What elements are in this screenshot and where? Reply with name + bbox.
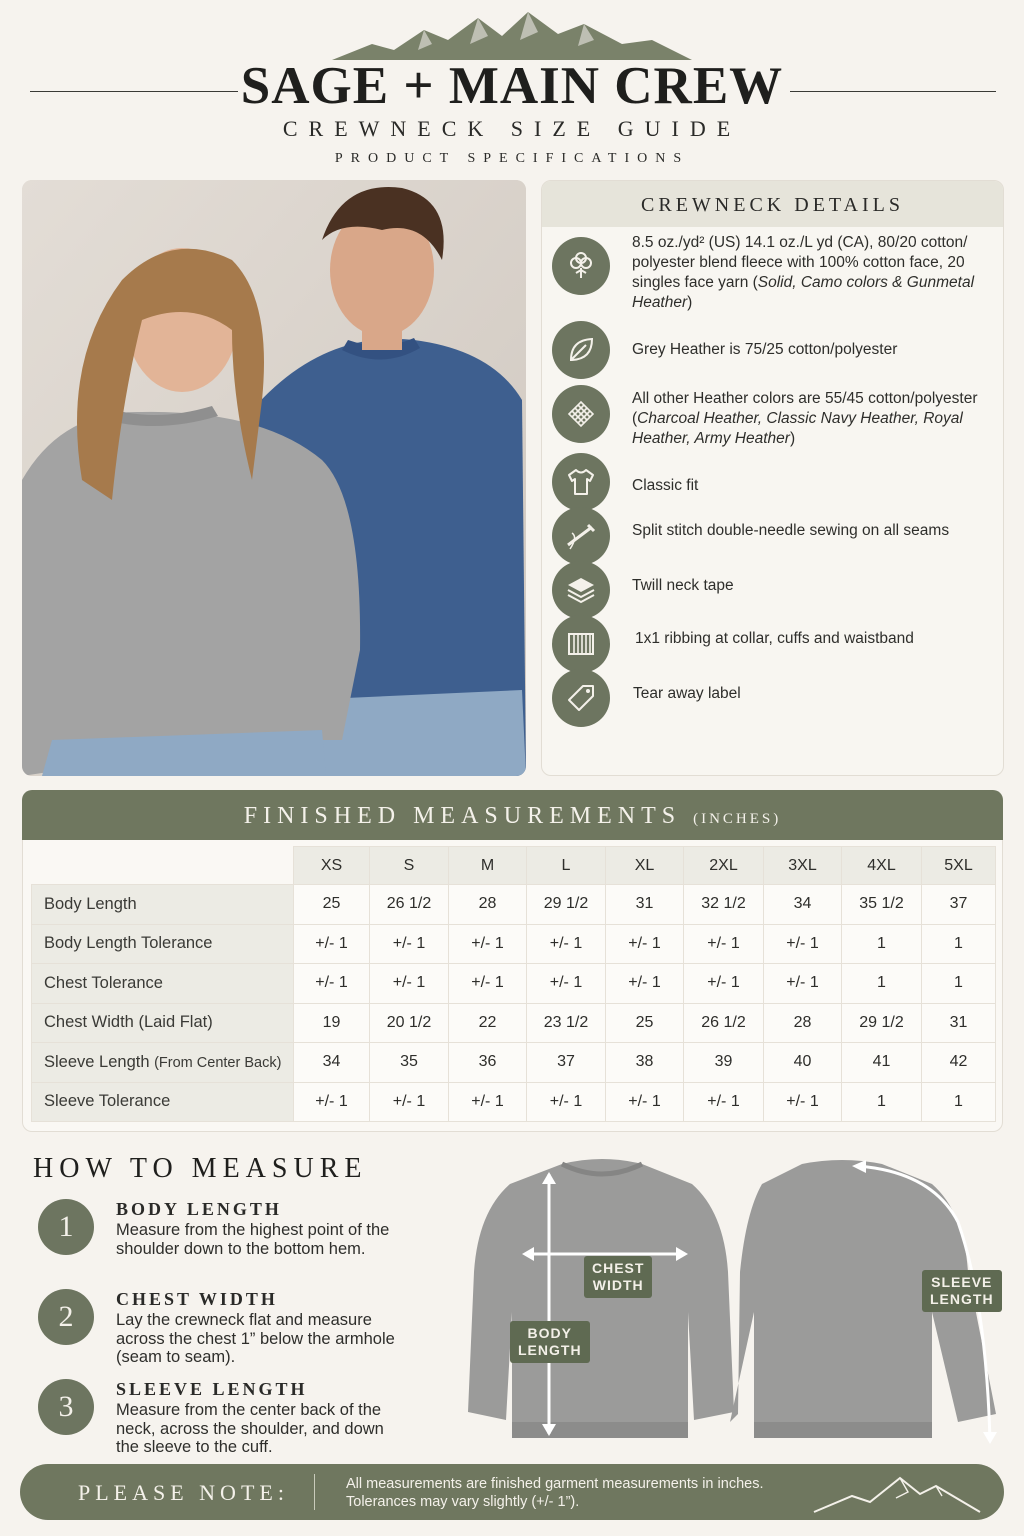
measurements-table-container	[22, 840, 1003, 1132]
measurements-title: FINISHED MEASUREMENTS	[243, 803, 682, 829]
tag-icon	[552, 669, 610, 727]
table-cell: +/- 1	[606, 1082, 684, 1122]
feature-text: Split stitch double-needle sewing on all seams	[632, 522, 950, 539]
feature-text: 1x1 ribbing at collar, cuffs and waistband	[635, 630, 914, 647]
feature-text: Tear away label	[633, 685, 741, 702]
details-title: CREWNECK DETAILS	[542, 181, 1003, 227]
note-line: Tolerances may vary slightly (+/- 1”).	[346, 1494, 580, 1510]
table-cell: +/- 1	[294, 964, 370, 1004]
sleeve-length-tag: SLEEVE LENGTH	[922, 1270, 1002, 1312]
table-cell: 29 1/2	[842, 1003, 922, 1043]
how-to-measure-title: HOW TO MEASURE	[33, 1153, 368, 1184]
step-title: SLEEVE LENGTH	[116, 1379, 308, 1399]
table-row	[32, 1003, 996, 1043]
header	[0, 0, 1024, 178]
table-cell: +/- 1	[370, 1082, 449, 1122]
table-cell: 38	[606, 1043, 684, 1083]
row-label: Sleeve Length (From Center Back)	[32, 1043, 294, 1083]
row-label: Chest Tolerance	[32, 964, 294, 1004]
table-cell: 39	[684, 1043, 764, 1083]
row-label: Body Length	[32, 885, 294, 925]
row-label: Sleeve Tolerance	[32, 1082, 294, 1122]
table-cell: 36	[449, 1043, 527, 1083]
size-header: 3XL	[764, 847, 842, 885]
table-cell: 29 1/2	[527, 885, 606, 925]
note-line: All measurements are finished garment measurements in inches.	[346, 1476, 764, 1492]
size-header: L	[527, 847, 606, 885]
feature-text: All other Heather colors are 55/45 cotton/polyester (Charcoal Heather, Classic Navy Heather, Royal Heather, Army Heather)	[632, 390, 978, 447]
table-cell: 31	[606, 885, 684, 925]
row-label: Body Length Tolerance	[32, 924, 294, 964]
step-description: Measure from the highest point of the shoulder down to the bottom hem.	[116, 1221, 390, 1258]
please-note-bar	[20, 1464, 1004, 1520]
table-cell: +/- 1	[684, 924, 764, 964]
table-cell: +/- 1	[370, 964, 449, 1004]
size-header: XS	[294, 847, 370, 885]
fabric-weave-icon	[552, 385, 610, 443]
table-cell: +/- 1	[684, 964, 764, 1004]
table-cell: 1	[842, 1082, 922, 1122]
table-row	[32, 1043, 996, 1083]
table-cell: +/- 1	[764, 964, 842, 1004]
step-number: 3	[38, 1379, 94, 1435]
table-cell: +/- 1	[764, 1082, 842, 1122]
table-cell: 1	[842, 924, 922, 964]
table-cell: 20 1/2	[370, 1003, 449, 1043]
cotton-icon	[552, 237, 610, 295]
size-header: S	[370, 847, 449, 885]
feature-text: Grey Heather is 75/25 cotton/polyester	[632, 341, 898, 358]
table-corner	[32, 847, 294, 885]
table-row	[32, 885, 996, 925]
size-header: XL	[606, 847, 684, 885]
table-row	[32, 1082, 996, 1122]
size-header-row	[32, 847, 996, 885]
table-cell: 34	[294, 1043, 370, 1083]
body-length-tag: BODY LENGTH	[510, 1321, 590, 1363]
chest-width-tag: CHEST WIDTH	[584, 1256, 652, 1298]
table-cell: +/- 1	[370, 924, 449, 964]
leaf-icon	[552, 321, 610, 379]
table-cell: +/- 1	[764, 924, 842, 964]
table-cell: +/- 1	[527, 1082, 606, 1122]
table-cell: 28	[764, 1003, 842, 1043]
table-cell: 23 1/2	[527, 1003, 606, 1043]
table-cell: 31	[922, 1003, 996, 1043]
feature-text: Classic fit	[632, 477, 699, 494]
table-cell: 35 1/2	[842, 885, 922, 925]
table-cell: 35	[370, 1043, 449, 1083]
table-cell: +/- 1	[294, 924, 370, 964]
table-cell: +/- 1	[449, 1082, 527, 1122]
models-illustration	[22, 180, 526, 776]
page-subtitle: CREWNECK SIZE GUIDE	[282, 116, 742, 141]
note-text	[346, 1475, 816, 1511]
note-divider	[314, 1474, 315, 1510]
table-cell: 28	[449, 885, 527, 925]
table-cell: 41	[842, 1043, 922, 1083]
step-number: 2	[38, 1289, 94, 1345]
table-cell: 26 1/2	[684, 1003, 764, 1043]
brand-title: SAGE + MAIN CREW	[240, 57, 784, 115]
page-subtitle-secondary: PRODUCT SPECIFICATIONS	[334, 151, 690, 166]
size-header: M	[449, 847, 527, 885]
table-cell: 25	[606, 1003, 684, 1043]
measure-diagram	[462, 1152, 1007, 1452]
feature-text: 8.5 oz./yd² (US) 14.1 oz./L yd (CA), 80/20 cotton/ polyester blend fleece with 100% cotton face, 20 singles face yarn (Solid, Camo colors & Gunmetal Heather)	[632, 234, 975, 311]
table-row	[32, 964, 996, 1004]
measurements-title-bar	[22, 790, 1003, 840]
table-cell: 1	[842, 964, 922, 1004]
table-cell: +/- 1	[449, 964, 527, 1004]
table-cell: 34	[764, 885, 842, 925]
size-header: 2XL	[684, 847, 764, 885]
footer-mountain-icon	[812, 1470, 982, 1516]
note-label: PLEASE NOTE:	[78, 1480, 289, 1505]
table-cell: 40	[764, 1043, 842, 1083]
model-photo	[22, 180, 526, 776]
table-cell: 1	[922, 964, 996, 1004]
table-cell: +/- 1	[606, 924, 684, 964]
size-header: 5XL	[922, 847, 996, 885]
table-cell: 25	[294, 885, 370, 925]
tshirt-icon	[552, 453, 610, 511]
table-cell: +/- 1	[527, 924, 606, 964]
ribbing-icon	[552, 615, 610, 673]
measurements-table	[31, 846, 996, 1122]
table-cell: +/- 1	[294, 1082, 370, 1122]
table-cell: +/- 1	[684, 1082, 764, 1122]
table-row	[32, 924, 996, 964]
table-cell: 22	[449, 1003, 527, 1043]
table-cell: 26 1/2	[370, 885, 449, 925]
step-number: 1	[38, 1199, 94, 1255]
table-cell: 37	[922, 885, 996, 925]
size-header: 4XL	[842, 847, 922, 885]
table-cell: 19	[294, 1003, 370, 1043]
table-cell: 32 1/2	[684, 885, 764, 925]
needle-icon	[552, 507, 610, 565]
step-description: Lay the crewneck flat and measure across the chest 1” below the armhole (seam to seam).	[116, 1311, 395, 1366]
feature-text: Twill neck tape	[632, 577, 734, 594]
table-cell: +/- 1	[606, 964, 684, 1004]
table-cell: 42	[922, 1043, 996, 1083]
row-label: Chest Width (Laid Flat)	[32, 1003, 294, 1043]
step-description: Measure from the center back of the neck, across the shoulder, and down the sleeve to the cuff.	[116, 1401, 384, 1456]
measurements-unit: (INCHES)	[693, 811, 782, 827]
crewneck-details-panel	[541, 180, 1004, 776]
table-cell: 37	[527, 1043, 606, 1083]
table-cell: 1	[922, 924, 996, 964]
table-cell: 1	[922, 1082, 996, 1122]
table-cell: +/- 1	[527, 964, 606, 1004]
table-cell: +/- 1	[449, 924, 527, 964]
step-title: BODY LENGTH	[116, 1199, 282, 1219]
step-title: CHEST WIDTH	[116, 1289, 278, 1309]
layers-icon	[552, 561, 610, 619]
